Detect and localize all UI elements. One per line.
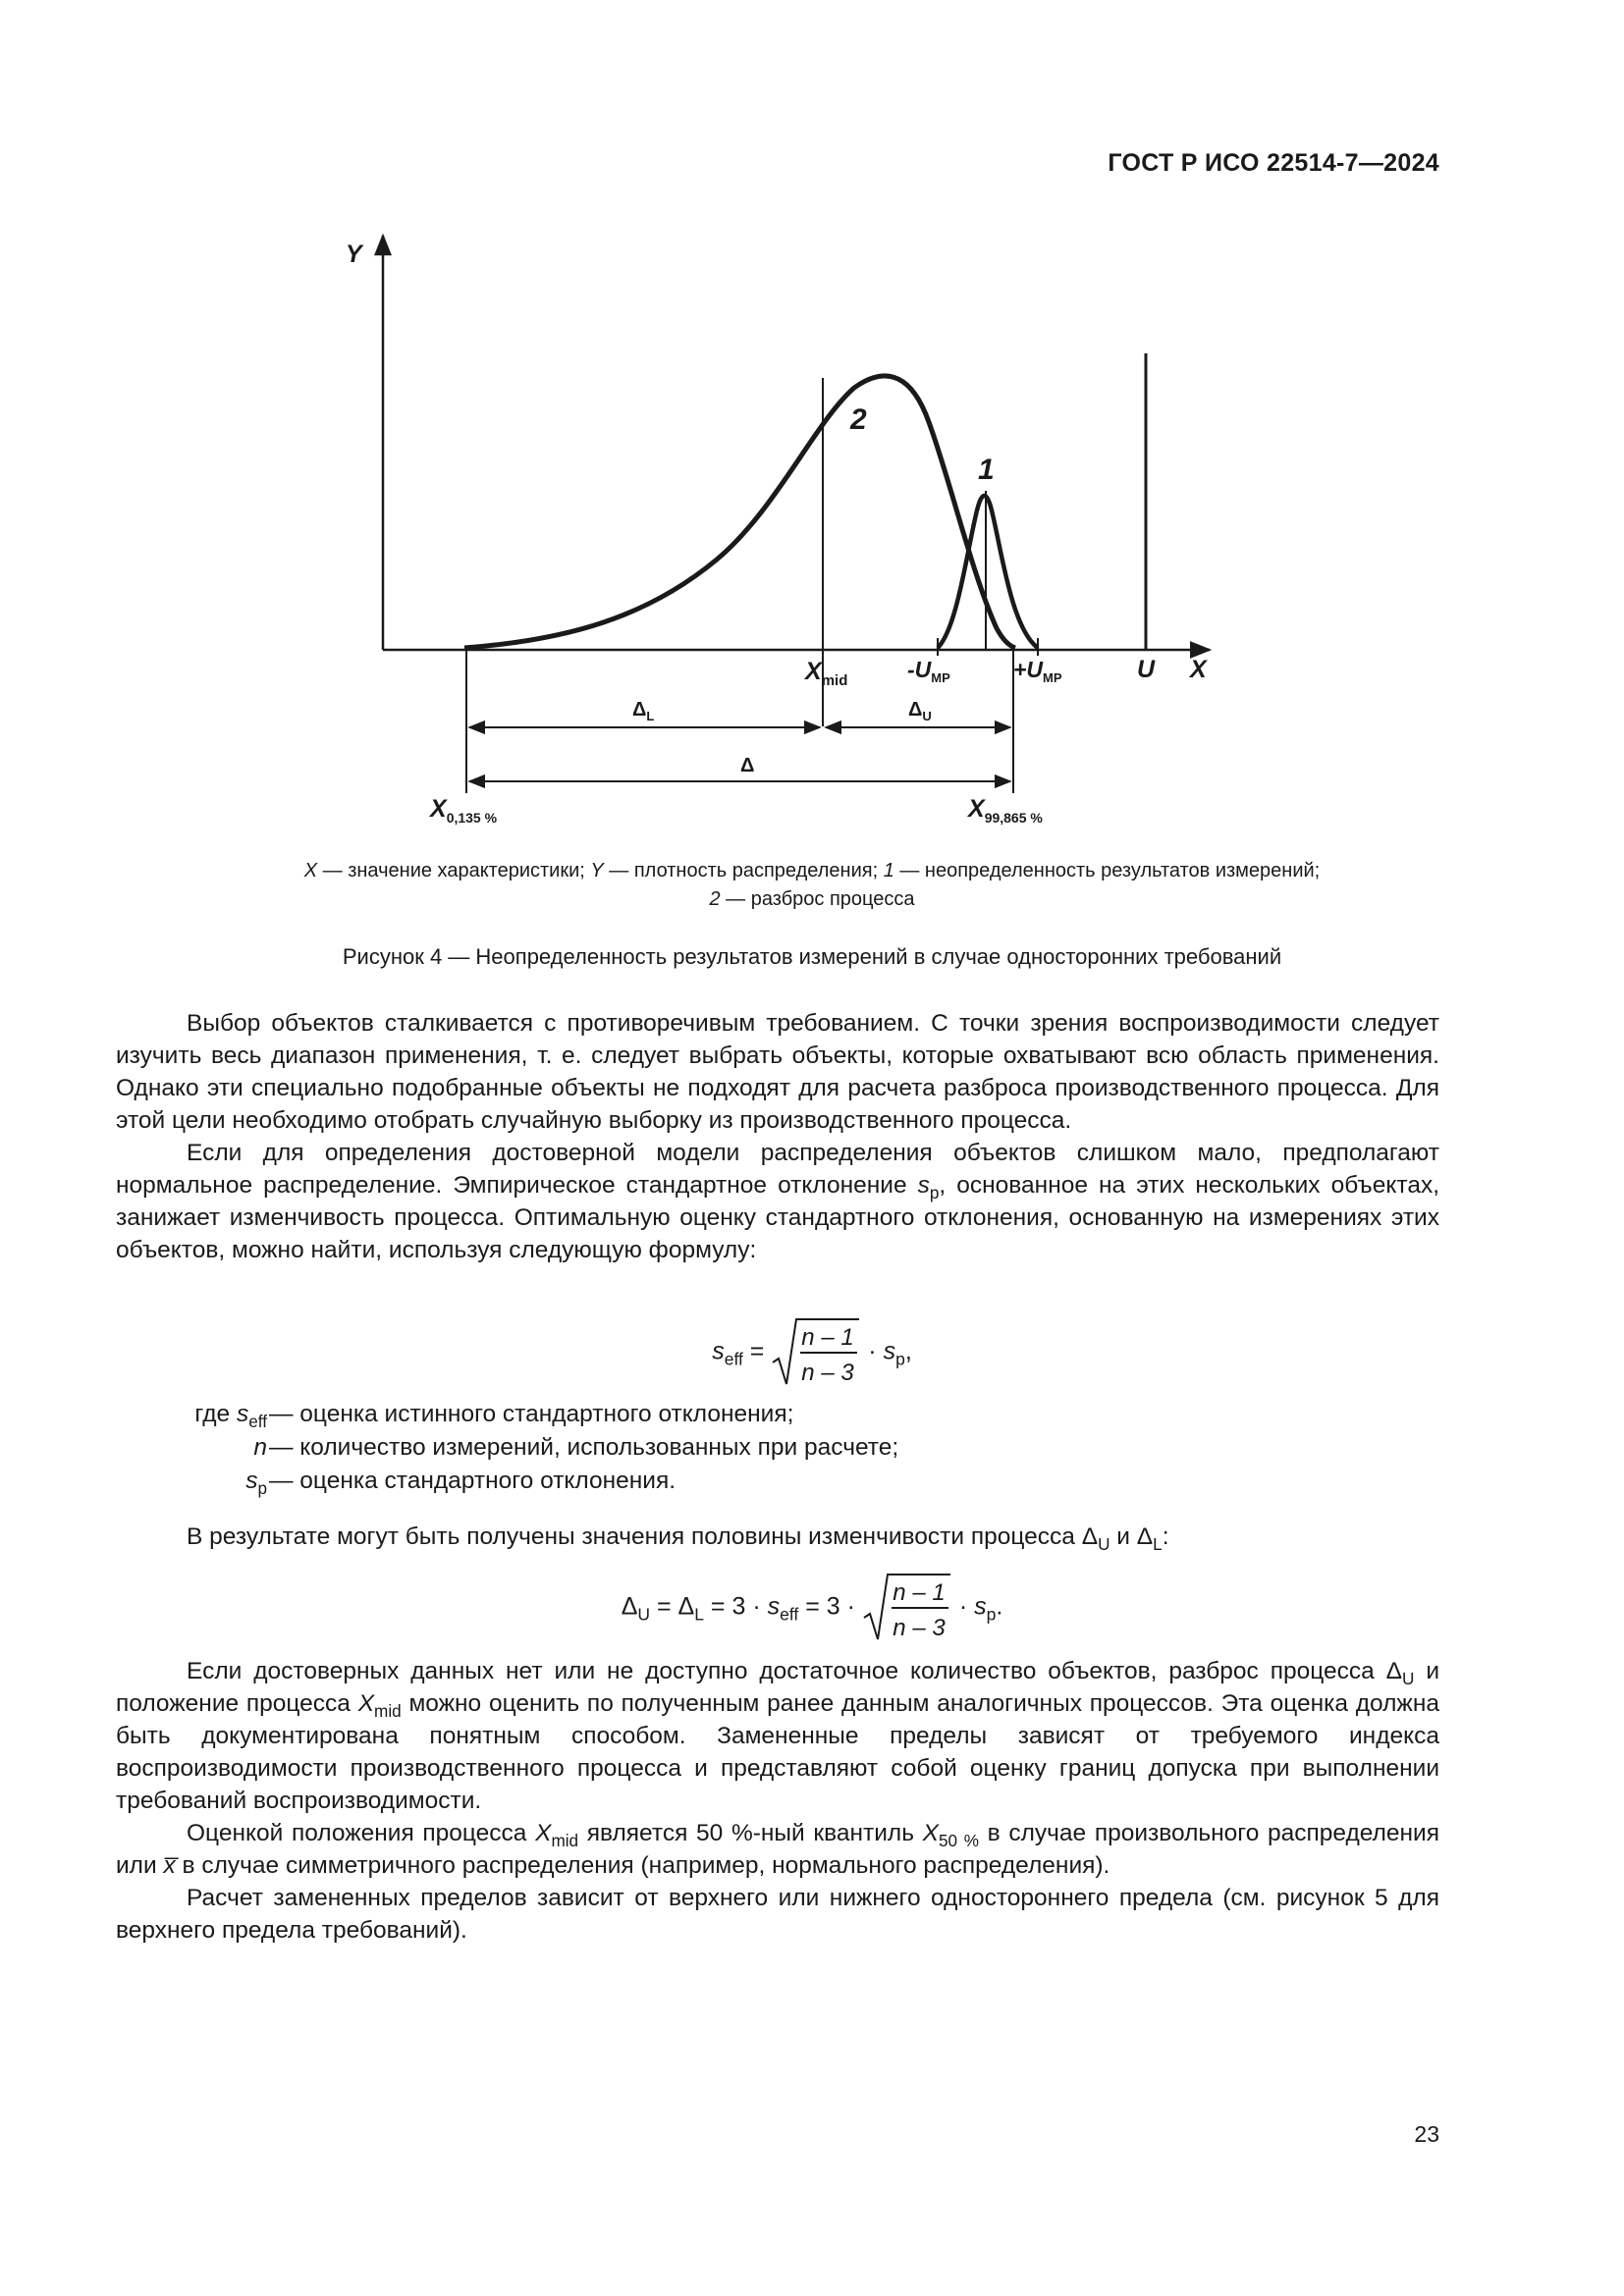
sqrt-fraction xyxy=(771,1315,861,1390)
delta-u-label: $\Delta_U$ xyxy=(908,699,932,723)
curve-measurement-uncertainty xyxy=(938,496,1038,648)
plus-u-label: $+U_{MP}$ xyxy=(1013,657,1062,685)
where-item: n — количество измерений, использованных при расчете; xyxy=(253,1434,899,1461)
minus-u-label: $-U_{MP}$ xyxy=(907,657,950,685)
page-number: 23 xyxy=(1414,2121,1439,2147)
paragraph-5: Оценкой положения процесса $X_{mid}$ является 50 %-ный квантиль $X_{50 \%}$ в случае произвольного распределения или x̅ в случае симметричного распределения (например, нормального распределения). xyxy=(116,1820,1439,1879)
curve-1-label: 1 xyxy=(978,454,995,486)
figure-legend: X — значение характеристики; Y — плотность распределения; 1 — неопределенность результатов измерений; 2 — разброс процесса xyxy=(303,860,1321,910)
body-text-bottom xyxy=(116,1655,1439,1947)
figure-4 xyxy=(0,0,1624,883)
figure-caption: Рисунок 4 — Неопределенность результатов измерений в случае односторонних требований xyxy=(342,944,1282,969)
where-list xyxy=(116,1398,1439,1498)
x-axis-label: X xyxy=(1190,656,1207,683)
paragraph-2: Если для определения достоверной модели распределения объектов слишком мало, предполагают нормальное распределение. Эмпирическое стандартное отклонение $s_p$, основанное на этих нескольких объектах, занижает изменчивость процесса. Оптимальную оценку стандартного отклонения, основанную на измерениях этих объектов, можно найти, используя следующую формулу: xyxy=(116,1140,1439,1263)
paragraph-1: Выбор объектов сталкивается с противоречивым требованием. С точки зрения воспроизводимости следует изучить весь диапазон применения, т. е. следует выбрать объекты, которые охватывают всю область применения. Однако эти специально подобранные объекты не подходят для расчета разброса производственного процесса. Для этой цели необходимо отобрать случайную выборку из производственного процесса. xyxy=(116,1010,1439,1134)
svg-text:n – 1: n – 1 xyxy=(893,1579,946,1606)
curve-2-label: 2 xyxy=(850,403,867,436)
u-label: U xyxy=(1137,656,1156,683)
where-item: где $s_{eff}$ — оценка истинного стандартного отклонения; xyxy=(194,1401,794,1431)
delta-label: Δ xyxy=(740,755,755,776)
formula-s-eff: $s_{eff}$ = n – 1 n – 3 · $s_p$, xyxy=(0,1315,1624,1390)
curve-process-spread xyxy=(464,376,1015,648)
svg-text:n – 3: n – 3 xyxy=(893,1615,946,1641)
paragraph-3: В результате могут быть получены значения половины изменчивости процесса $\Delta_U$ и $\Delta_L$: xyxy=(187,1523,1169,1554)
x-mid-label: $X_{mid}$ xyxy=(805,658,848,689)
paragraph-6: Расчет замененных пределов зависит от верхнего или нижнего одностороннего предела (см. рисунок 5 для верхнего предела требований). xyxy=(116,1885,1439,1944)
svg-text:n – 3: n – 3 xyxy=(801,1360,855,1386)
svg-text:n – 1: n – 1 xyxy=(801,1324,855,1351)
delta-l-label: $\Delta_L$ xyxy=(632,699,655,723)
body-text-top xyxy=(116,1007,1439,1266)
y-axis-label: Y xyxy=(346,240,362,268)
where-item: $s_p$ — оценка стандартного отклонения. xyxy=(245,1468,677,1498)
sqrt-fraction xyxy=(862,1571,952,1645)
document-header: ГОСТ Р ИСО 22514-7—2024 xyxy=(1108,149,1439,177)
distribution-diagram xyxy=(0,0,1624,883)
x-high-label: $X_{99,865 \%}$ xyxy=(968,795,1043,826)
x-low-label: $X_{0,135 \%}$ xyxy=(430,795,498,826)
formula-delta: $\Delta_U = \Delta_L = 3 \cdot s_{eff} = 3$ · n – 1 n – 3 · $s_p$. xyxy=(0,1571,1624,1645)
paragraph-4: Если достоверных данных нет или не доступно достаточное количество объектов, разброс процесса $\Delta_U$ и положение процесса $X_{mid}$ можно оценить по полученным ранее данным аналогичных процессов. Эта оценка должна быть документирована понятным способом. Замененные пределы зависят от требуемого индекса воспроизводимости производственного процесса и представляют собой оценку границ допуска при выполнении требований воспроизводимости. xyxy=(116,1658,1440,1814)
